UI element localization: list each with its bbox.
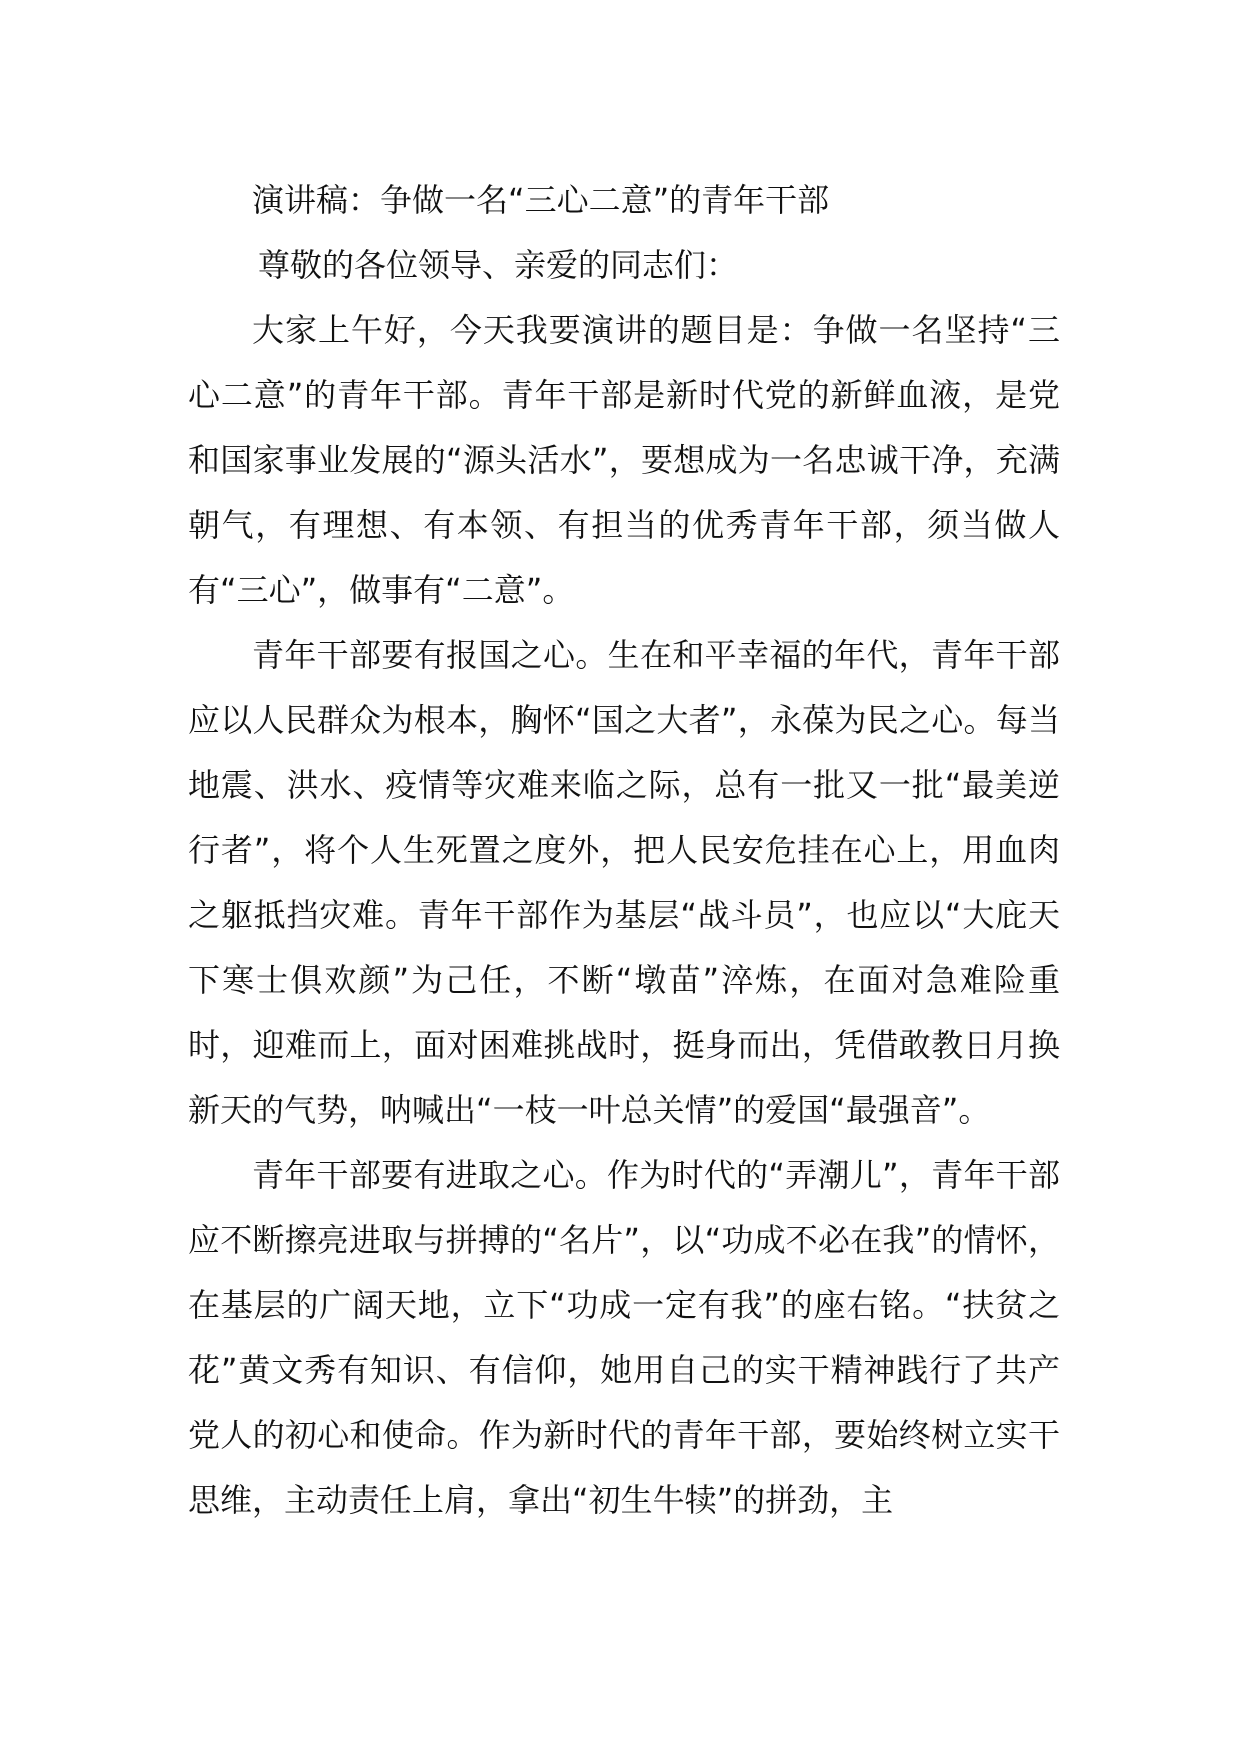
speech-text [188, 168, 1060, 1533]
paragraph-1: 大家上午好，今天我要演讲的题目是：争做一名坚持“三心二意”的青年干部。青年干部是新时代党的新鲜血液，是党和国家事业发展的“源头活水”，要想成为一名忠诚干净，充满朝气，有理想、有本领、有担当的优秀青年干部，须当做人有“三心”，做事有“二意”。 [188, 311, 1060, 609]
salutation: 尊敬的各位领导、亲爱的同志们： [258, 246, 739, 284]
paragraph-3: 青年干部要有进取之心。作为时代的“弄潮儿”，青年干部应不断擦亮进取与拼搏的“名片”，以“功成不必在我”的情怀，在基层的广阔天地，立下“功成一定有我”的座右铭。“扶贫之花”黄文秀有知识、有信仰，她用自己的实干精神践行了共产党人的初心和使命。作为新时代的青年干部，要始终树立实干思维，主动责任上肩，拿出“初生牛犊”的拼劲，主 [188, 1156, 1060, 1519]
paragraph-2: 青年干部要有报国之心。生在和平幸福的年代，青年干部应以人民群众为根本，胸怀“国之大者”，永葆为民之心。每当地震、洪水、疫情等灾难来临之际，总有一批又一批“最美逆行者”，将个人生死置之度外，把人民安危挂在心上，用血肉之躯抵挡灾难。青年干部作为基层“战斗员”，也应以“大庇天下寒士俱欢颜”为己任，不断“墩苗”淬炼，在面对急难险重时，迎难而上，面对困难挑战时，挺身而出，凭借敢教日月换新天的气势，呐喊出“一枝一叶总关情”的爱国“最强音”。 [188, 636, 1060, 1129]
document-title: 演讲稿：争做一名“三心二意”的青年干部 [252, 181, 830, 219]
